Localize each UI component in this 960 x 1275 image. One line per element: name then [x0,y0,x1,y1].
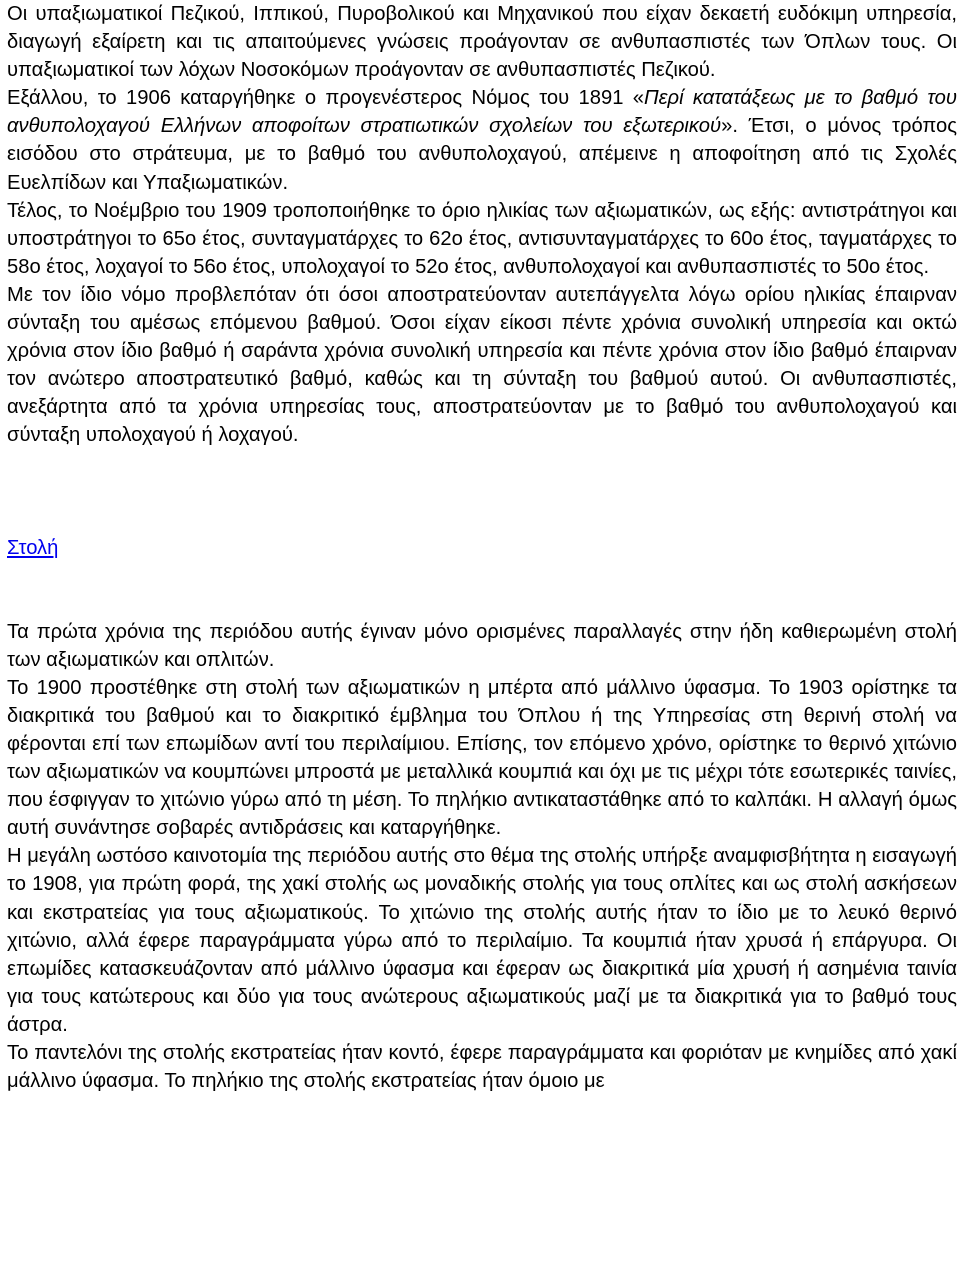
uniform-heading [7,534,957,562]
paragraph-uniform-1900: Το 1900 προστέθηκε στη στολή των αξιωματικών η μπέρτα από μάλλινο ύφασμα. Το 1903 ορίστηκε τα διακριτικά του βαθμού και το διακριτικό έμβλημα του Όπλου ή της Υπηρεσίας στη θερινή στολή να φέρονται επί των επωμίδων αντί του περιλαίμιου. Επίσης, τον επόμενο χρόνο, ορίστηκε το θερινό χιτώνιο των αξιωματικών να κουμπώνει μπροστά με μεταλλικά κουμπιά και όχι με τις μέχρι τότε εσωτερικές ταινίες, που έσφιγγαν το χιτώνιο γύρω από τη μέση. Το πηλήκιο αντικαταστάθηκε από το καλπάκι. Η αλλαγή όμως αυτή συνάντησε σοβαρές αντιδράσεις και καταργήθηκε. [7,676,957,840]
paragraph-khaki-uniform: Η μεγάλη ωστόσο καινοτομία της περιόδου αυτής στο θέμα της στολής υπήρξε αναμφισβήτητα η εισαγωγή το 1908, για πρώτη φορά, της χακί στολής ως μοναδικής στολής για τους οπλίτες και ως στολή ασκήσεων και εκστρατείας για τους αξιωματικούς. Το χιτώνιο της στολής αυτής ήταν το ίδιο με το λευκό θερινό χιτώνιο, αλλά έφερε παραγράμματα γύρω από το περιλαίμιο. Τα κουμπιά ήταν χρυσά ή επάργυρα. Οι επωμίδες κατασκευάζονταν από μάλλινο ύφασμα και έφεραν ως διακριτικά μία χρυσή ή ασημένια ταινία για τους κατώτερους και δύο για τους ανώτερους αξιωματικούς μαζί με τα διακριτικά για το βαθμό τους άστρα. [7,845,957,1036]
law-1906-text-end: ». Έτσι, ο μόνος τρόπος εισόδου στο στράτευμα, με το βαθμό του ανθυπολοχαγού, απέμεινε η αποφοίτηση από τις Σχολές Ευελπίδων και Υπαξιωματικών. [7,115,957,194]
document-page [7,0,957,1095]
uniform-link[interactable]: Στολή [7,536,59,559]
paragraph-age-limits: Τέλος, το Νοέμβριο του 1909 τροποποιήθηκε το όριο ηλικίας των αξιωματικών, ως εξής: αντιστράτηγοι και υποστράτηγοι το 65ο έτος, συνταγματάρχες το 62ο έτος, αντισυνταγματάρχες το 60ο έτος, ταγματάρχες το 58ο έτος, λοχαγοί το 56ο έτος, υπολοχαγοί το 52ο έτος, ανθυπολοχαγοί και ανθυπασπιστές το 50ο έτος. [7,199,957,278]
section-spacer [7,562,957,618]
paragraph-trousers: Το παντελόνι της στολής εκστρατείας ήταν κοντό, έφερε παραγράμματα και φοριόταν με κνημίδες από χακί μάλλινο ύφασμα. Το πηλήκιο της στολής εκστρατείας ήταν όμοιο με [7,1042,957,1093]
section-spacer [7,450,957,534]
law-1891-title: Περί κατατάξεως με το βαθμό του ανθυπολοχαγού Ελλήνων αποφοίτων στρατιωτικών σχολείων του εξωτερικού [7,87,957,138]
paragraph-uniform-intro: Τα πρώτα χρόνια της περιόδου αυτής έγιναν μόνο ορισμένες παραλλαγές στην ήδη καθιερωμένη στολή των αξιωματικών και οπλιτών. [7,620,957,671]
paragraph-nco-promotion: Οι υπαξιωματικοί Πεζικού, Ιππικού, Πυροβολικού και Μηχανικού που είχαν δεκαετή ευδόκιμη υπηρεσία, διαγωγή εξαίρετη και τις απαιτούμενες γνώσεις προάγονταν σε ανθυπασπιστές των Όπλων τους. Οι υπαξιωματικοί των λόχων Νοσοκόμων προάγονταν σε ανθυπασπιστές Πεζικού. [7,3,957,82]
paragraph-law-1906 [7,84,957,196]
paragraph-pensions: Με τον ίδιο νόμο προβλεπόταν ότι όσοι αποστρατεύονταν αυτεπάγγελτα λόγω ορίου ηλικίας έπαιρναν σύνταξη του αμέσως επόμενου βαθμού. Όσοι είχαν είκοσι πέντε χρόνια συνολική υπηρεσία και οκτώ χρόνια στον ίδιο βαθμό ή σαράντα χρόνια συνολική υπηρεσία και πέντε χρόνια στον ίδιο βαθμό έπαιρναν τον ανώτερο αποστρατευτικό βαθμό, καθώς και τη σύνταξη του βαθμού αυτού. Οι ανθυπασπιστές, ανεξάρτητα από τα χρόνια υπηρεσίας τους, αποστρατεύονταν με το βαθμό του ανθυπολοχαγού και σύνταξη υπολοχαγού ή λοχαγού. [7,283,957,447]
law-1906-text-start: Εξάλλου, το 1906 καταργήθηκε ο προγενέστερος Νόμος του 1891 « [7,87,645,110]
